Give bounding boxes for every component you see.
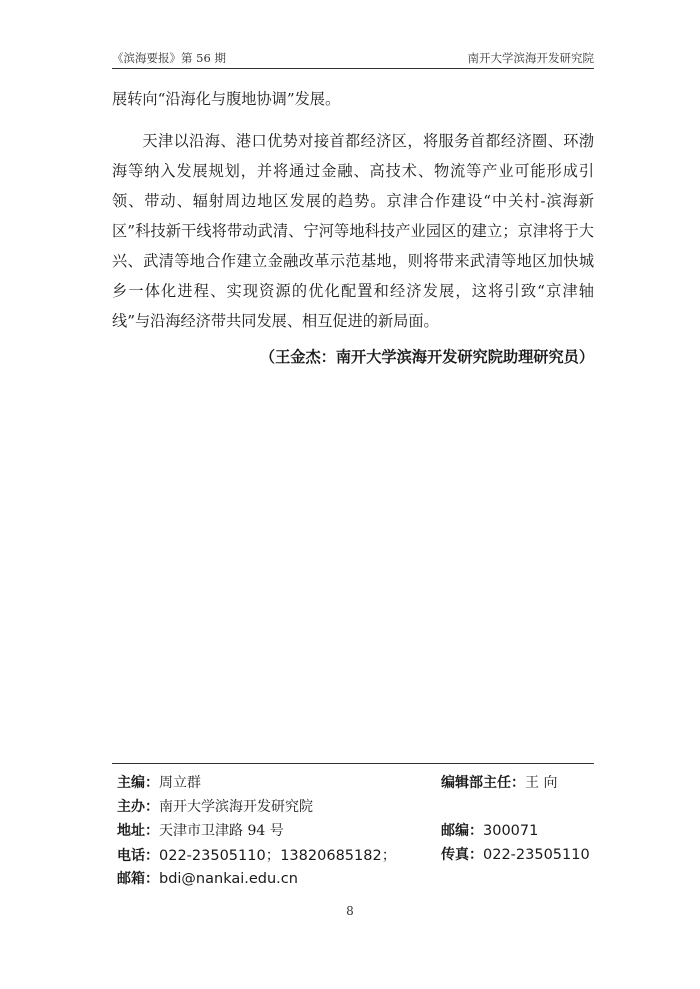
chief-editor-label: 主编： [117,775,159,791]
footer-rule [112,763,594,764]
fax [441,844,590,864]
address-label: 地址： [117,823,159,839]
page-number: 8 [346,904,354,918]
postcode [441,820,538,840]
phone [117,848,396,864]
chief-editor-value: 周立群 [159,775,201,791]
header-rule [112,68,594,69]
footer-row-address [117,820,595,844]
organizer-label: 主办： [117,799,159,815]
director-value: 王 向 [525,775,558,791]
footer-row-organizer [117,796,595,820]
fax-label: 传真： [441,847,483,863]
postcode-label: 邮编： [441,823,483,839]
paragraph-2: 天津以沿海、港口优势对接首都经济区，将服务首都经济圈、环渤海等纳入发展规划，并将通过金融、高技术、物流等产业可能形成引领、带动、辐射周边地区发展的趋势。京津合作建设“中关村-滨海新区”科技新干线将带动武清、宁河等地科技产业园区的建立；京津将于大兴、武清等地合作建立金融改革示范基地，则将带来武清等地区加快城乡一体化进程、实现资源的优化配置和经济发展，这将引致“京津轴线”与沿海经济带共同发展、相互促进的新局面。 [112,132,594,330]
fax-value: 022-23505110 [483,847,590,863]
email-value[interactable]: bdi@nankai.edu.cn [159,871,298,887]
article-body [112,84,594,336]
organizer-value: 南开大学滨海开发研究院 [159,799,313,815]
paragraph-1: 展转向“沿海化与腹地协调”发展。 [112,90,341,108]
author-byline: （王金杰：南开大学滨海开发研究院助理研究员） [259,348,594,366]
page-header [112,48,594,68]
phone-value: 022-23505110；13820685182； [159,848,397,864]
phone-label: 电话： [117,848,159,864]
header-publication: 《滨海要报》第 56 期 [112,51,226,65]
chief-editor [117,775,201,791]
postcode-value: 300071 [483,823,539,839]
editorial-director [441,772,557,792]
footer-row-email [117,868,595,892]
footer-row-phone [117,844,595,868]
director-label: 编辑部主任： [441,775,525,791]
header-institution: 南开大学滨海开发研究院 [467,51,594,65]
email-label: 邮箱： [117,871,159,887]
address-value: 天津市卫津路 94 号 [159,823,284,839]
address [117,823,284,839]
footer-row-editors [117,772,595,796]
